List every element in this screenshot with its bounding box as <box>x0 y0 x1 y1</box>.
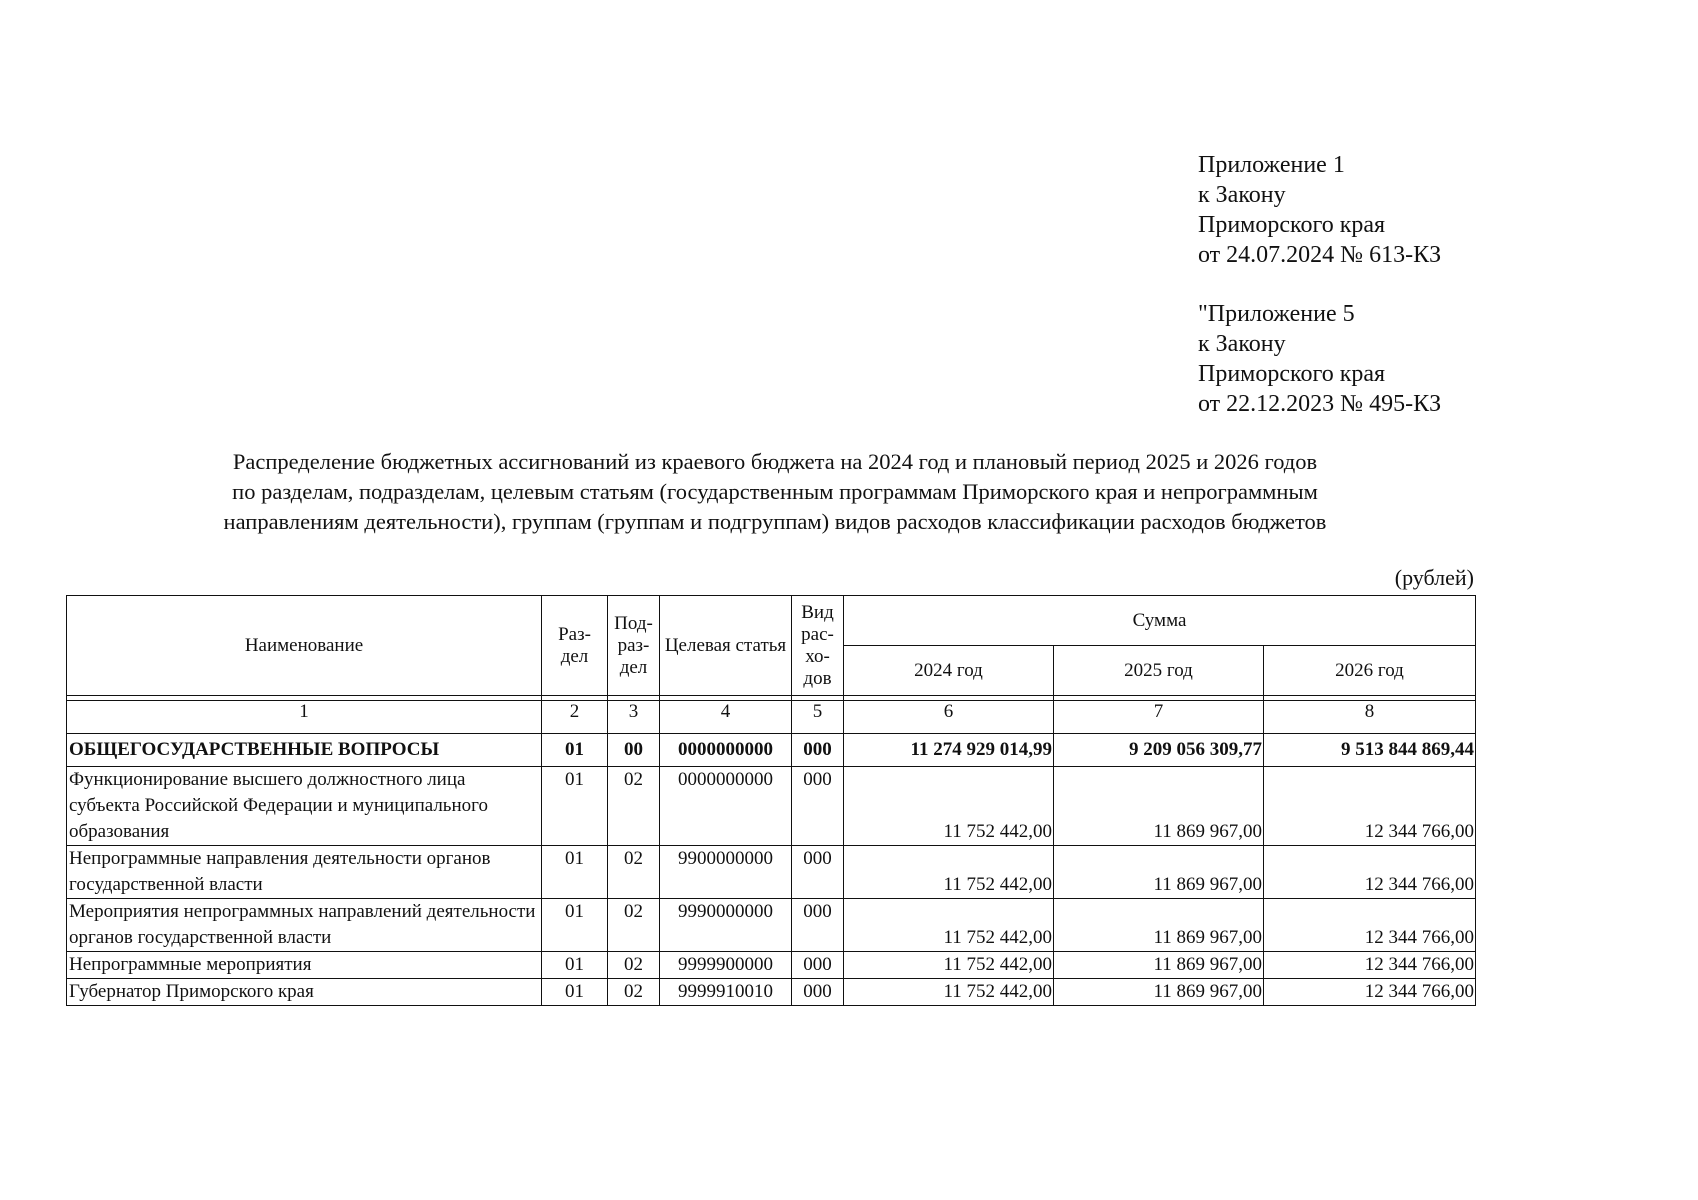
row-name: Губернатор Приморского края <box>67 979 542 1006</box>
row-amount-2024: 11 752 442,00 <box>844 846 1054 899</box>
row-section: 01 <box>542 734 608 767</box>
row-name: Мероприятия непрограммных направлений деятельности органов государственной власти <box>67 899 542 952</box>
row-amount-2024: 11 752 442,00 <box>844 767 1054 846</box>
row-section: 01 <box>542 846 608 899</box>
row-subsection: 02 <box>608 979 660 1006</box>
column-number: 2 <box>542 701 608 734</box>
row-subsection: 02 <box>608 846 660 899</box>
appendix-line: к Закону <box>1198 182 1286 208</box>
column-number: 3 <box>608 701 660 734</box>
appendix-line: "Приложение 5 <box>1198 301 1355 327</box>
table-row <box>67 734 1476 767</box>
header-target: Целевая статья <box>660 596 792 696</box>
header-expense-type: Вид рас- хо- дов <box>792 596 844 696</box>
header-section: Раз- дел <box>542 596 608 696</box>
row-subsection: 02 <box>608 952 660 979</box>
title-line: по разделам, подразделам, целевым статьям (государственным программам Приморского края и непрограммным <box>232 479 1318 504</box>
header-sum: Сумма <box>844 596 1476 646</box>
header-subsection: Под- раз- дел <box>608 596 660 696</box>
row-subsection: 00 <box>608 734 660 767</box>
row-amount-2025: 11 869 967,00 <box>1054 979 1264 1006</box>
appendix-amended-block <box>1198 299 1441 419</box>
row-expense-type: 000 <box>792 734 844 767</box>
row-amount-2026: 12 344 766,00 <box>1264 899 1476 952</box>
header-year-2025: 2025 год <box>1054 646 1264 696</box>
row-amount-2026: 12 344 766,00 <box>1264 767 1476 846</box>
row-target: 9990000000 <box>660 899 792 952</box>
unit-label: (рублей) <box>1394 565 1474 590</box>
header-year-2026: 2026 год <box>1264 646 1476 696</box>
column-number-row <box>67 701 1476 734</box>
header-name: Наименование <box>67 596 542 696</box>
row-amount-2024: 11 752 442,00 <box>844 952 1054 979</box>
column-number: 7 <box>1054 701 1264 734</box>
row-amount-2026: 12 344 766,00 <box>1264 979 1476 1006</box>
appendix-line: Приморского края <box>1198 361 1386 387</box>
table-row <box>67 846 1476 899</box>
row-amount-2025: 11 869 967,00 <box>1054 899 1264 952</box>
column-number: 1 <box>67 701 542 734</box>
row-target: 9999910010 <box>660 979 792 1006</box>
column-number: 4 <box>660 701 792 734</box>
row-section: 01 <box>542 767 608 846</box>
row-subsection: 02 <box>608 767 660 846</box>
row-expense-type: 000 <box>792 979 844 1006</box>
document-title <box>100 447 1450 537</box>
row-target: 0000000000 <box>660 734 792 767</box>
column-number: 8 <box>1264 701 1476 734</box>
row-amount-2024: 11 274 929 014,99 <box>844 734 1054 767</box>
row-amount-2024: 11 752 442,00 <box>844 979 1054 1006</box>
title-line: направлениям деятельности), группам (группам и подгруппам) видов расходов классификации расходов бюджетов <box>223 509 1327 534</box>
appendix-line: от 22.12.2023 № 495-КЗ <box>1198 391 1442 417</box>
row-section: 01 <box>542 952 608 979</box>
appendix-line: Приморского края <box>1198 212 1386 238</box>
appendix-line: к Закону <box>1198 331 1286 357</box>
row-expense-type: 000 <box>792 846 844 899</box>
row-expense-type: 000 <box>792 767 844 846</box>
row-amount-2025: 9 209 056 309,77 <box>1054 734 1264 767</box>
row-name: Непрограммные направления деятельности органов государственной власти <box>67 846 542 899</box>
row-amount-2026: 9 513 844 869,44 <box>1264 734 1476 767</box>
table-row <box>67 952 1476 979</box>
row-amount-2026: 12 344 766,00 <box>1264 846 1476 899</box>
row-subsection: 02 <box>608 899 660 952</box>
row-name: Непрограммные мероприятия <box>67 952 542 979</box>
row-name: ОБЩЕГОСУДАРСТВЕННЫЕ ВОПРОСЫ <box>67 734 542 767</box>
row-section: 01 <box>542 979 608 1006</box>
appendix-current-block <box>1198 150 1441 270</box>
table-row <box>67 979 1476 1006</box>
budget-table <box>66 595 1476 1006</box>
row-amount-2025: 11 869 967,00 <box>1054 767 1264 846</box>
table-row <box>67 899 1476 952</box>
row-amount-2025: 11 869 967,00 <box>1054 952 1264 979</box>
row-expense-type: 000 <box>792 899 844 952</box>
row-target: 9999900000 <box>660 952 792 979</box>
row-target: 9900000000 <box>660 846 792 899</box>
appendix-line: от 24.07.2024 № 613-КЗ <box>1198 242 1442 268</box>
row-amount-2026: 12 344 766,00 <box>1264 952 1476 979</box>
row-amount-2024: 11 752 442,00 <box>844 899 1054 952</box>
appendix-line: Приложение 1 <box>1198 152 1345 178</box>
table-row <box>67 767 1476 846</box>
column-number: 5 <box>792 701 844 734</box>
row-target: 0000000000 <box>660 767 792 846</box>
row-name: Функционирование высшего должностного лица субъекта Российской Федерации и муниципального образования <box>67 767 542 846</box>
row-expense-type: 000 <box>792 952 844 979</box>
column-number: 6 <box>844 701 1054 734</box>
row-amount-2025: 11 869 967,00 <box>1054 846 1264 899</box>
title-line: Распределение бюджетных ассигнований из краевого бюджета на 2024 год и плановый период 2025 и 2026 годов <box>232 449 1318 474</box>
header-row <box>67 596 1476 646</box>
header-year-2024: 2024 год <box>844 646 1054 696</box>
row-section: 01 <box>542 899 608 952</box>
